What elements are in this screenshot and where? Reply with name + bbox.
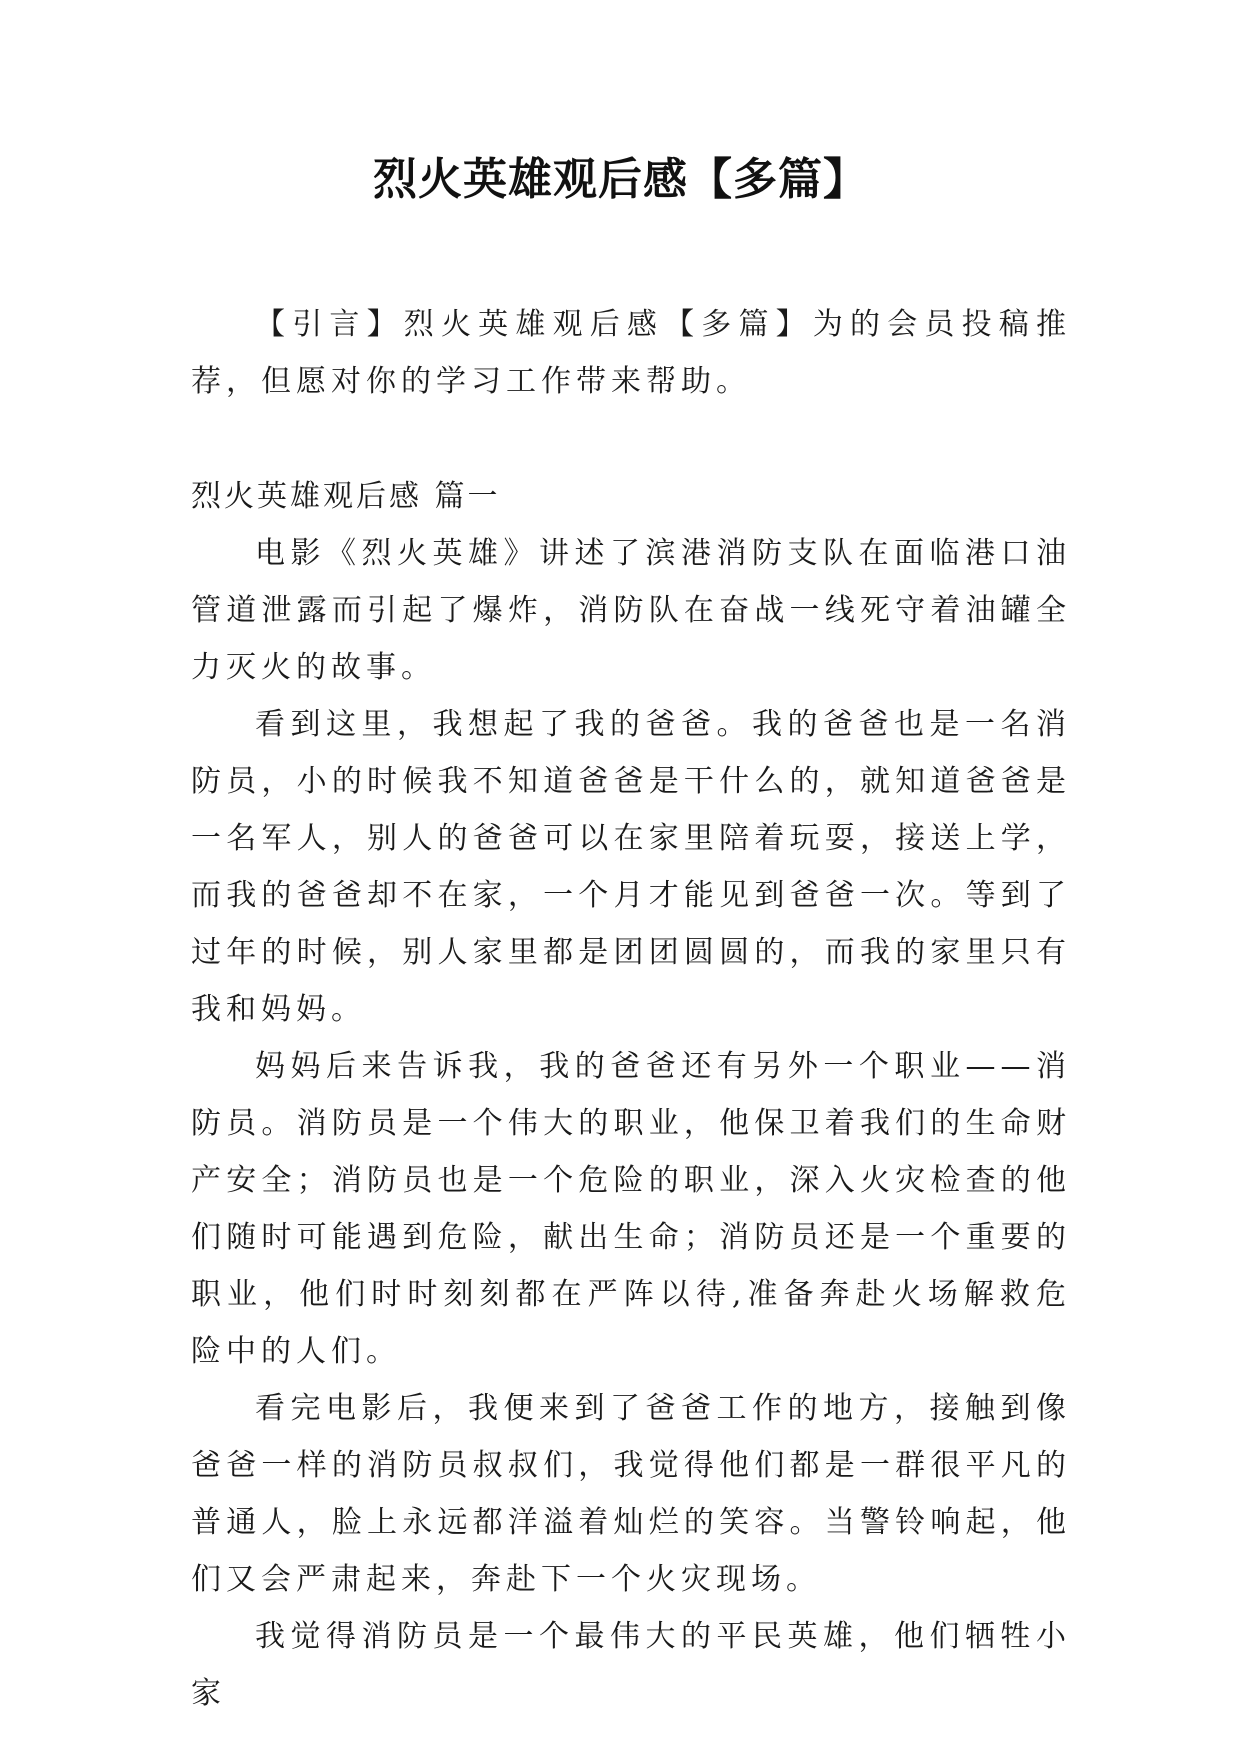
paragraph-2: 看到这里，我想起了我的爸爸。我的爸爸也是一名消防员，小的时候我不知道爸爸是干什么的，就知道爸爸是一名军人，别人的爸爸可以在家里陪着玩耍，接送上学，而我的爸爸却不在家，一个月才能见到爸爸一次。等到了过年的时候，别人家里都是团团圆圆的，而我的家里只有我和妈妈。 — [191, 707, 1071, 1027]
intro-paragraph: 【引言】烈火英雄观后感【多篇】为的会员投稿推荐，但愿对你的学习工作带来帮助。 — [191, 307, 1071, 399]
intro-block — [191, 296, 1071, 410]
paragraph-4: 看完电影后，我便来到了爸爸工作的地方，接触到像爸爸一样的消防员叔叔们，我觉得他们都是一群很平凡的普通人，脸上永远都洋溢着灿烂的笑容。当警铃响起，他们又会严肃起来，奔赴下一个火灾现场。 — [191, 1391, 1071, 1597]
section-one — [191, 468, 1071, 1722]
paragraph-3: 妈妈后来告诉我，我的爸爸还有另外一个职业——消防员。消防员是一个伟大的职业，他保卫着我们的生命财产安全；消防员也是一个危险的职业，深入火灾检查的他们随时可能遇到危险，献出生命；消防员还是一个重要的职业，他们时时刻刻都在严阵以待,准备奔赴火场解救危险中的人们。 — [191, 1049, 1071, 1369]
paragraph-1: 电影《烈火英雄》讲述了滨港消防支队在面临港口油管道泄露而引起了爆炸，消防队在奋战一线死守着油罐全力灭火的故事。 — [191, 536, 1071, 685]
section-heading: 烈火英雄观后感 篇一 — [191, 479, 501, 514]
paragraph-5: 我觉得消防员是一个最伟大的平民英雄，他们牺牲小家 — [191, 1619, 1071, 1711]
document-title: 烈火英雄观后感【多篇】 — [373, 154, 868, 205]
